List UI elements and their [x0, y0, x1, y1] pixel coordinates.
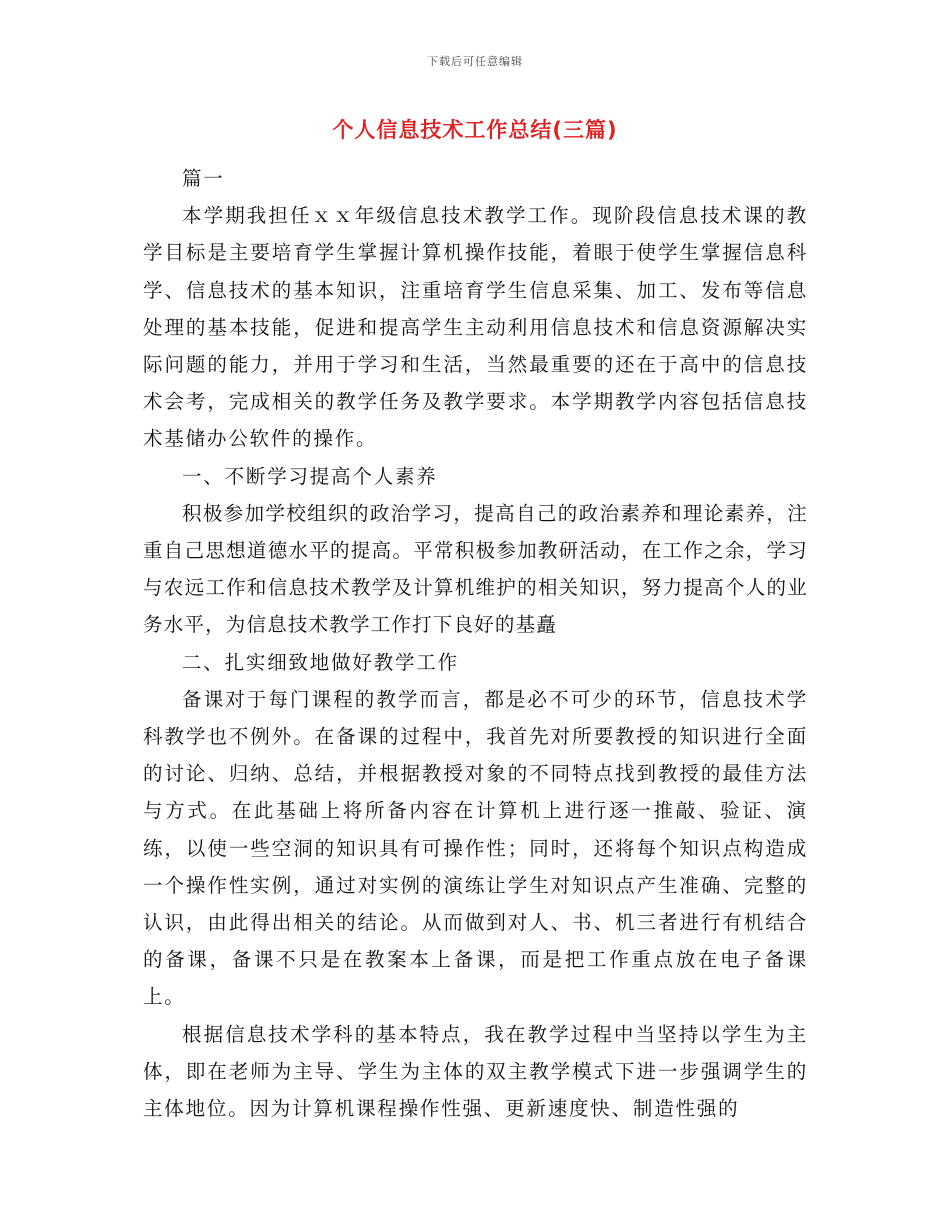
paragraph-study: 积极参加学校组织的政治学习，提高自己的政治素养和理论素养，注重自己思想道德水平的提高。平常积极参加教研活动，在工作之余，学习与农远工作和信息技术教学及计算机维护的相关知识，努力提高个人的业务水平，为信息技术教学工作打下良好的基矗 [143, 501, 808, 637]
section-heading-teaching: 二、扎实细致地做好教学工作 [182, 650, 459, 674]
section-heading-part-one: 篇一 [182, 167, 225, 190]
paragraph-intro: 本学期我担任ｘｘ年级信息技术教学工作。现阶段信息技术课的教学目标是主要培育学生掌握计算机操作技能，着眼于使学生掌握信息科学、信息技术的基本知识，注重培育学生信息采集、加工、发布等信息处理的基本技能，促进和提高学生主动利用信息技术和信息资源解决实际问题的能力，并用于学习和生活，当然最重要的还在于高中的信息技术会考，完成相关的教学任务及教学要求。本学期教学内容包括信息技术基储办公软件的操作。 [143, 204, 808, 451]
document-title: 个人信息技术工作总结(三篇) [332, 118, 618, 142]
section-heading-study: 一、不断学习提高个人素养 [182, 464, 438, 488]
document-body [143, 160, 808, 1127]
paragraph-lesson-prep: 备课对于每门课程的教学而言，都是必不可少的环节，信息技术学科教学也不例外。在备课的过程中，我首先对所要教授的知识进行全面的讨论、归纳、总结，并根据教授对象的不同特点找到教授的最佳方法与方式。在此基础上将所备内容在计算机上进行逐一推敲、验证、演练，以使一些空洞的知识具有可操作性；同时，还将每个知识点构造成一个操作性实例，通过对实例的演练让学生对知识点产生准确、完整的认识，由此得出相关的结论。从而做到对人、书、机三者进行有机结合的备课，备课不只是在教案本上备课，而是把工作重点放在电子备课上。 [143, 687, 808, 1009]
page-header-note: 下载后可任意编辑 [427, 55, 523, 68]
paragraph-student-centered: 根据信息技术学科的基本特点，我在教学过程中当坚持以学生为主体，即在老师为主导、学生为主体的双主教学模式下进一步强调学生的主体地位。因为计算机课程操作性强、更新速度快、制造性强的 [143, 1022, 808, 1121]
